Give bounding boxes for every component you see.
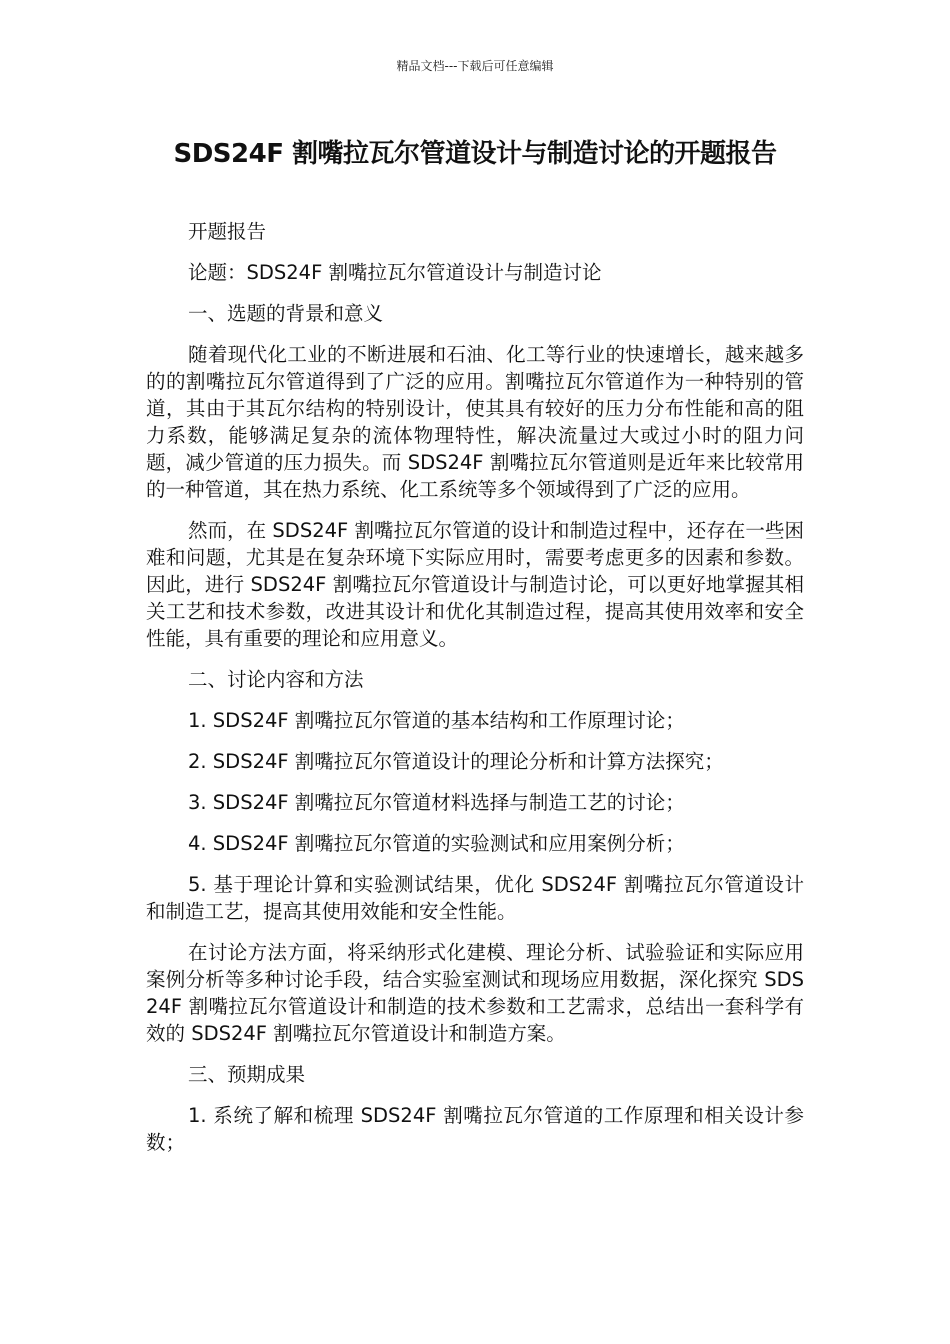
list-item: 5. 基于理论计算和实验测试结果，优化 SDS24F 割嘴拉瓦尔管道设计和制造工艺，提高其使用效能和安全性能。 xyxy=(146,873,804,923)
document-title: SDS24F 割嘴拉瓦尔管道设计与制造讨论的开题报告 xyxy=(173,139,777,169)
section-heading-content-methods: 二、讨论内容和方法 xyxy=(188,668,364,691)
list-item: 4. SDS24F 割嘴拉瓦尔管道的实验测试和应用案例分析； xyxy=(188,832,685,855)
list-item: 1. SDS24F 割嘴拉瓦尔管道的基本结构和工作原理讨论； xyxy=(188,709,685,732)
paragraph-background-2: 然而，在 SDS24F 割嘴拉瓦尔管道的设计和制造过程中，还存在一些困难和问题，尤其是在复杂环境下实际应用时，需要考虑更多的因素和参数。因此，进行 SDS24F 割嘴拉瓦尔管道设计与制造讨论，可以更好地掌握其相关工艺和技术参数，改进其设计和优化其制造过程，提高其使用效率和安全性能，具有重要的理论和应用意义。 xyxy=(146,519,804,650)
paragraph-background-1: 随着现代化工业的不断进展和石油、化工等行业的快速增长，越来越多的的割嘴拉瓦尔管道得到了广泛的应用。割嘴拉瓦尔管道作为一种特别的管道，其由于其瓦尔结构的特别设计，使其具有较好的压力分布性能和高的阻力系数，能够满足复杂的流体物理特性，解决流量过大或过小时的阻力问题，减少管道的压力损失。而 SDS24F 割嘴拉瓦尔管道则是近年来比较常用的一种管道，其在热力系统、化工系统等多个领域得到了广泛的应用。 xyxy=(146,343,804,501)
list-item: 2. SDS24F 割嘴拉瓦尔管道设计的理论分析和计算方法探究； xyxy=(188,750,724,773)
paragraph-topic: 论题：SDS24F 割嘴拉瓦尔管道设计与制造讨论 xyxy=(188,261,602,284)
list-item: 3. SDS24F 割嘴拉瓦尔管道材料选择与制造工艺的讨论； xyxy=(188,791,685,814)
paragraph-label: 开题报告 xyxy=(188,220,267,243)
section-heading-expected-results: 三、预期成果 xyxy=(188,1063,306,1086)
section-heading-background: 一、选题的背景和意义 xyxy=(188,302,384,325)
header-note: 精品文档---下载后可任意编辑 xyxy=(396,59,554,73)
document-body xyxy=(146,218,804,1170)
paragraph-methods: 在讨论方法方面，将采纳形式化建模、理论分析、试验验证和实际应用案例分析等多种讨论手段，结合实验室测试和现场应用数据，深化探究 SDS24F 割嘴拉瓦尔管道设计和制造的技术参数和工艺需求，总结出一套科学有效的 SDS24F 割嘴拉瓦尔管道设计和制造方案。 xyxy=(146,941,804,1045)
list-item: 1. 系统了解和梳理 SDS24F 割嘴拉瓦尔管道的工作原理和相关设计参数； xyxy=(146,1104,804,1154)
